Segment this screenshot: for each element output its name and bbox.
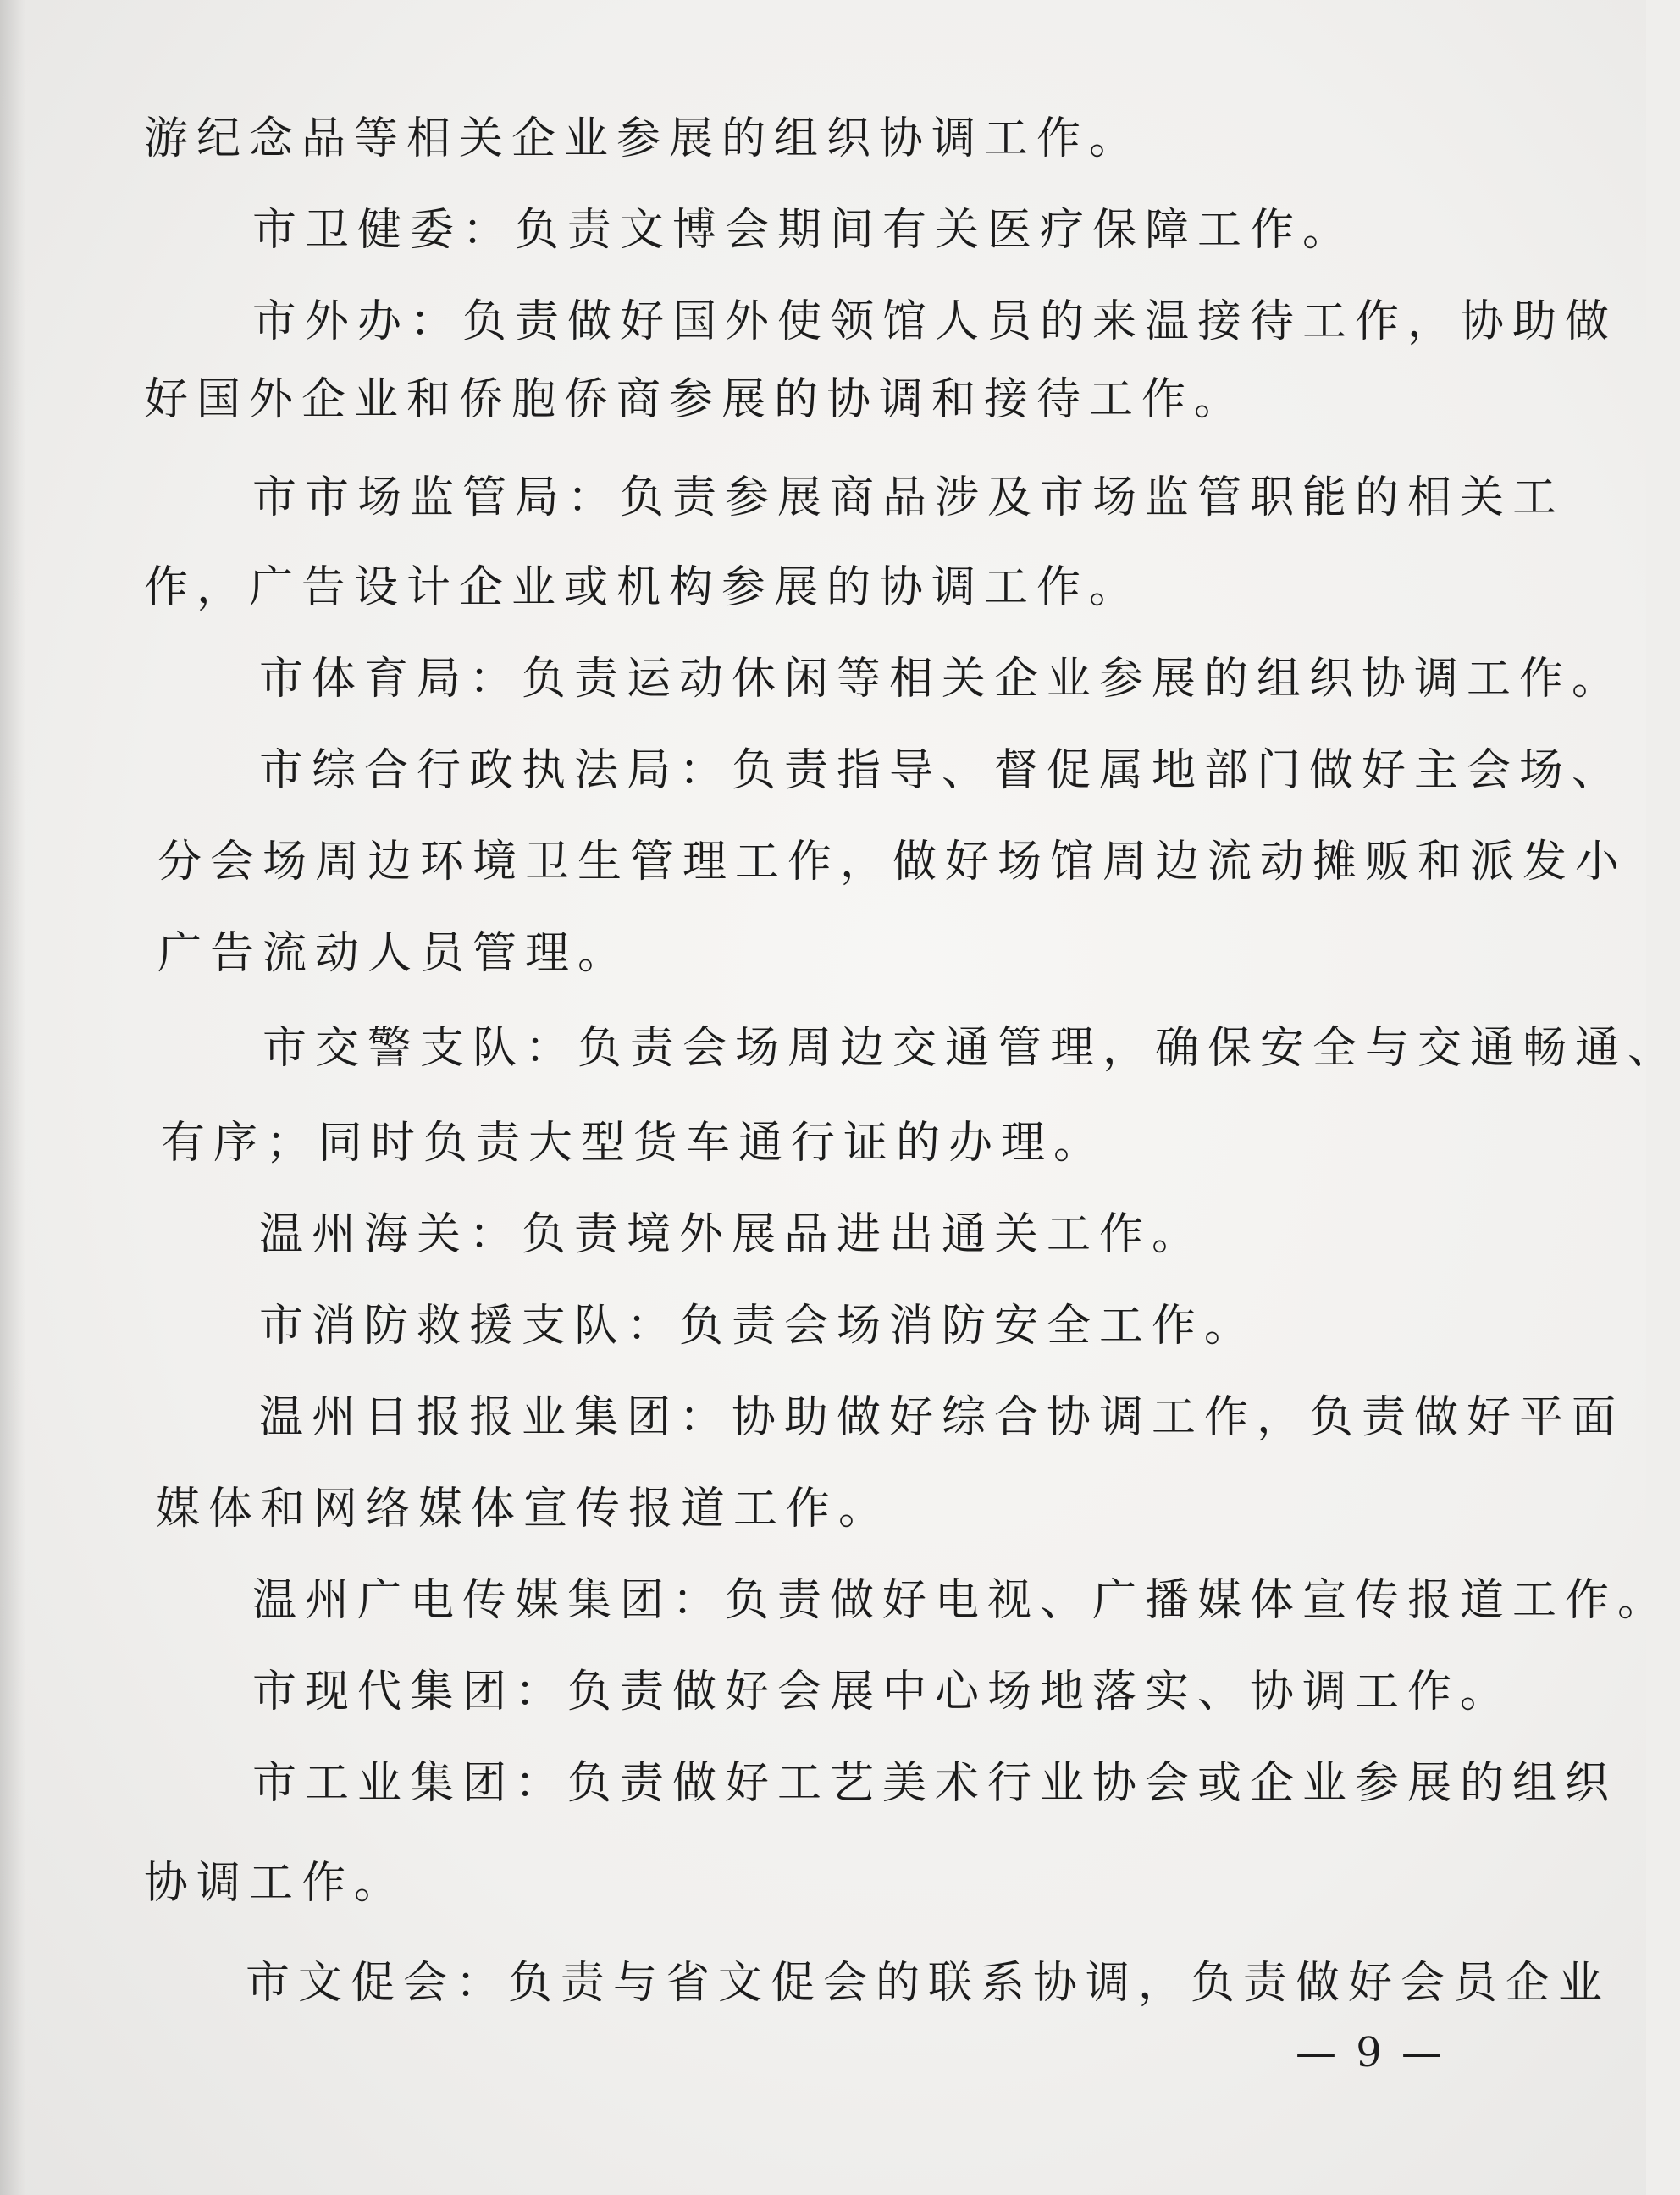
page-edge-shadow	[0, 0, 25, 2195]
text-line: 市工业集团：负责做好工艺美术行业协会或企业参展的组织	[252, 1758, 1618, 1809]
text-line: 温州日报报业集团：协助做好综合协调工作，负责做好平面	[259, 1392, 1625, 1443]
text-line: 市交警支队：负责会场周边交通管理，确保安全与交通畅通、	[262, 1023, 1680, 1074]
text-line: 市外办：负责做好国外使领馆人员的来温接待工作，协助做	[252, 296, 1618, 347]
text-line: 协调工作。	[144, 1858, 407, 1909]
document-body	[144, 102, 1680, 2009]
text-line: 作，广告设计企业或机构参展的协调工作。	[144, 562, 1142, 613]
text-line: 媒体和网络媒体宣传报道工作。	[156, 1484, 892, 1534]
text-line: 市综合行政执法局：负责指导、督促属地部门做好主会场、	[259, 745, 1625, 796]
text-line: 市现代集团：负责做好会展中心场地落实、协调工作。	[252, 1667, 1513, 1717]
text-line: 市文促会：负责与省文促会的联系协调，负责做好会员企业	[246, 1958, 1611, 2009]
text-line: 市消防救援支队：负责会场消防安全工作。	[259, 1301, 1257, 1352]
page-number: — 9 —	[1296, 2029, 1446, 2076]
text-line: 市体育局：负责运动休闲等相关企业参展的组织协调工作。	[259, 654, 1625, 705]
text-line: 市卫健委：负责文博会期间有关医疗保障工作。	[252, 205, 1356, 256]
text-line: 有序；同时负责大型货车通行证的办理。	[161, 1118, 1107, 1169]
text-line: 温州海关：负责境外展品进出通关工作。	[259, 1209, 1205, 1260]
text-line: 游纪念品等相关企业参展的组织协调工作。	[144, 113, 1142, 164]
text-line: 市市场监管局：负责参展商品涉及市场监管职能的相关工	[252, 473, 1566, 523]
text-line: 好国外企业和侨胞侨商参展的协调和接待工作。	[144, 374, 1247, 425]
text-line: 分会场周边环境卫生管理工作，做好场馆周边流动摊贩和派发小	[158, 837, 1628, 887]
text-line: 广告流动人员管理。	[158, 928, 631, 979]
text-line: 温州广电传媒集团：负责做好电视、广播媒体宣传报道工作。	[252, 1575, 1671, 1626]
